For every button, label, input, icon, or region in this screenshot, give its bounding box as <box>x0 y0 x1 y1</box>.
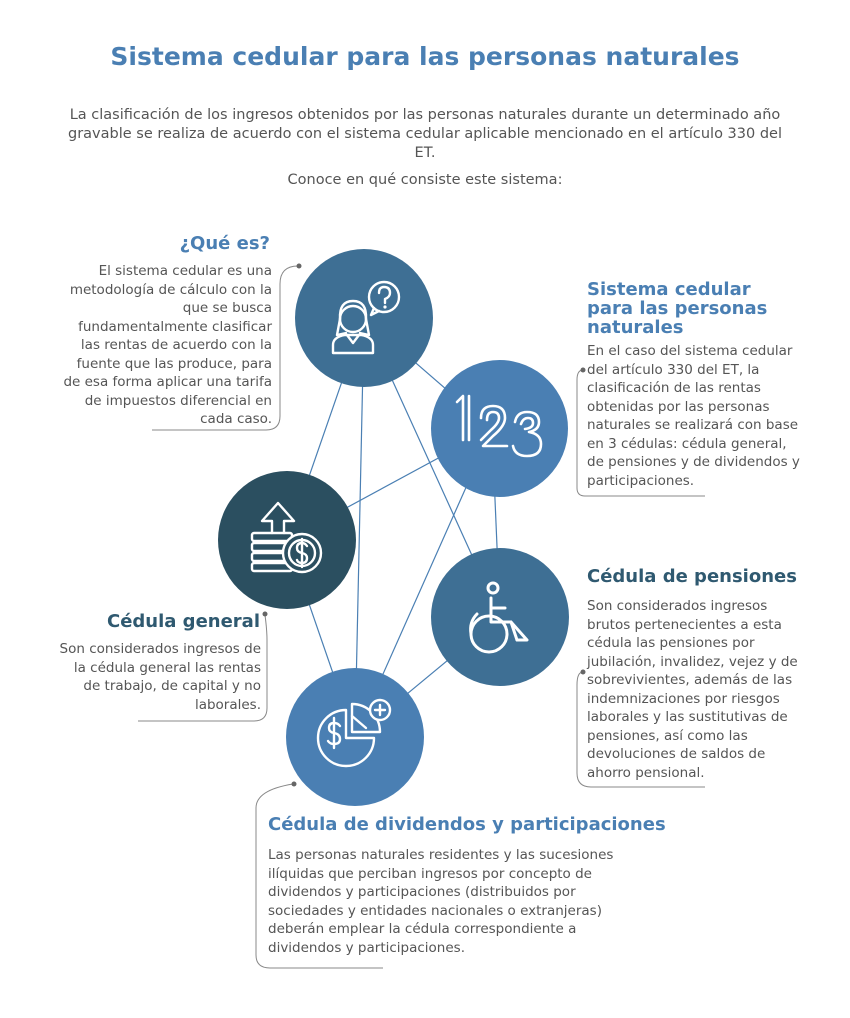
heading-pensiones: Cédula de pensiones <box>587 566 797 587</box>
money-growth-icon <box>218 471 356 609</box>
text-que-es: El sistema cedular es una metodología de cálculo con la que se busca fundamentalmente clasificar las rentas de acuerdo con la fuente que las produce, para de esa forma aplicar una tarifa de impuestos diferencial en cada caso. <box>63 263 272 427</box>
text-general: Son considerados ingresos de la cédula general las rentas de trabajo, de capital y no laborales. <box>59 641 261 713</box>
leader-dot <box>263 612 268 617</box>
circle-sistema <box>431 360 568 497</box>
circle-pensiones <box>431 548 569 686</box>
heading-general: Cédula general <box>106 611 260 632</box>
heading-dividendos: Cédula de dividendos y participaciones <box>268 814 666 835</box>
heading-que-es: ¿Qué es? <box>179 233 270 254</box>
numbers-123-icon <box>431 360 568 497</box>
text-sistema: En el caso del sistema cedular del artículo 330 del ET, la clasificación de las rentas obtenidas por las personas naturales se realizará con base en 3 cédulas: cédula general, de pensiones y de dividendos y participaciones. <box>587 343 800 489</box>
wheelchair-icon <box>431 548 569 686</box>
dollar-chart-icon <box>286 668 424 806</box>
intro-text: La clasificación de los ingresos obtenidos por las personas naturales durante un determinado año gravable se realiza de acuerdo con el sistema cedular aplicable mencionado en el artículo 330 del ET. <box>68 107 782 161</box>
text-dividendos: Las personas naturales residentes y las sucesiones ilíquidas que perciban ingresos por concepto de dividendos y participaciones (distribuidos por sociedades y entidades nacionales o extranjeras) deberán emplear la cédula correspondiente a dividendos y participaciones. <box>268 847 614 956</box>
leader-dot <box>581 368 586 373</box>
heading-sistema: Sistema cedular para las personas naturales <box>587 279 768 338</box>
intro-cta: Conoce en qué consiste este sistema: <box>287 172 563 188</box>
text-pensiones: Son considerados ingresos brutos pertenecientes a esta cédula las pensiones por jubilación, invalidez, vejez y de sobrevivientes, además de las indemnizaciones por riesgos laborales y las sustitutivas de pensiones, así como las devoluciones de saldos de ahorro pensional. <box>587 598 798 781</box>
leader-dot <box>581 670 586 675</box>
circle-que-es <box>295 249 433 387</box>
circle-dividendos <box>286 668 424 806</box>
page-title: Sistema cedular para las personas naturales <box>110 42 740 71</box>
question-person-icon <box>295 249 433 387</box>
circle-general <box>218 471 356 609</box>
